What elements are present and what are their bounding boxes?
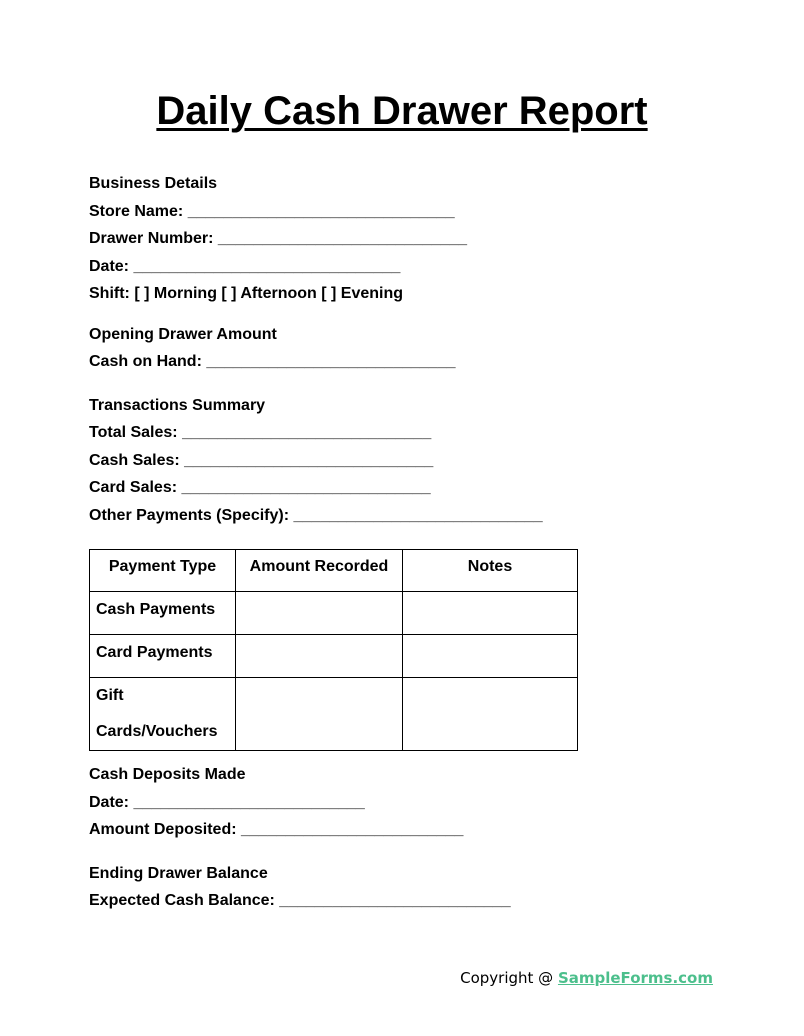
card-sales-field: Card Sales: ____________________________ — [89, 479, 431, 496]
business-details-section — [89, 170, 729, 308]
table-header-row — [90, 550, 578, 592]
amount-deposited-field: Amount Deposited: _________________________ — [89, 821, 464, 838]
cell-payment-type: Card Payments — [90, 635, 236, 678]
table-row — [90, 635, 578, 678]
cell-payment-type: Cash Payments — [90, 592, 236, 635]
opening-drawer-section — [89, 321, 729, 376]
drawer-number-field: Drawer Number: ____________________________ — [89, 230, 468, 247]
header-payment-type: Payment Type — [90, 550, 236, 592]
cash-sales-field: Cash Sales: ____________________________ — [89, 451, 434, 469]
transactions-section — [89, 392, 729, 530]
cell-notes — [403, 678, 578, 751]
ending-balance-section — [89, 860, 729, 915]
ending-balance-heading: Ending Drawer Balance — [89, 864, 268, 882]
table-row — [90, 592, 578, 635]
header-amount-recorded: Amount Recorded — [236, 550, 403, 592]
header-notes: Notes — [403, 550, 578, 592]
cell-amount-recorded — [236, 678, 403, 751]
cell-amount-recorded — [236, 592, 403, 635]
store-name-field: Store Name: ______________________________ — [89, 202, 455, 220]
payment-table — [89, 549, 578, 751]
transactions-heading: Transactions Summary — [89, 396, 266, 414]
shift-field: Shift: [ ] Morning [ ] Afternoon [ ] Evening — [89, 285, 404, 302]
page-title: Daily Cash Drawer Report — [156, 89, 648, 133]
cash-deposits-heading: Cash Deposits Made — [89, 766, 246, 783]
deposit-date-field: Date: __________________________ — [89, 793, 365, 811]
copyright-text: Copyright @ — [460, 969, 558, 987]
expected-cash-balance-field: Expected Cash Balance: __________________________ — [89, 892, 511, 909]
opening-drawer-heading: Opening Drawer Amount — [89, 325, 277, 343]
business-details-heading: Business Details — [89, 175, 218, 192]
cell-notes — [403, 635, 578, 678]
cash-deposits-section — [89, 761, 729, 844]
cash-on-hand-field: Cash on Hand: ____________________________ — [89, 353, 456, 370]
other-payments-field: Other Payments (Specify): ____________________________ — [89, 506, 543, 524]
cell-payment-type-line2: Cards/Vouchers — [96, 723, 218, 740]
table-row — [90, 678, 578, 751]
total-sales-field: Total Sales: ____________________________ — [89, 424, 432, 441]
sampleforms-link[interactable]: SampleForms.com — [557, 969, 713, 987]
cell-payment-type-line1: Gift — [96, 687, 124, 704]
cell-amount-recorded — [236, 635, 403, 678]
form-content — [89, 170, 729, 931]
date-field: Date: ______________________________ — [89, 257, 401, 275]
cell-payment-type — [90, 678, 236, 751]
copyright-footer — [460, 966, 713, 990]
cell-notes — [403, 592, 578, 635]
